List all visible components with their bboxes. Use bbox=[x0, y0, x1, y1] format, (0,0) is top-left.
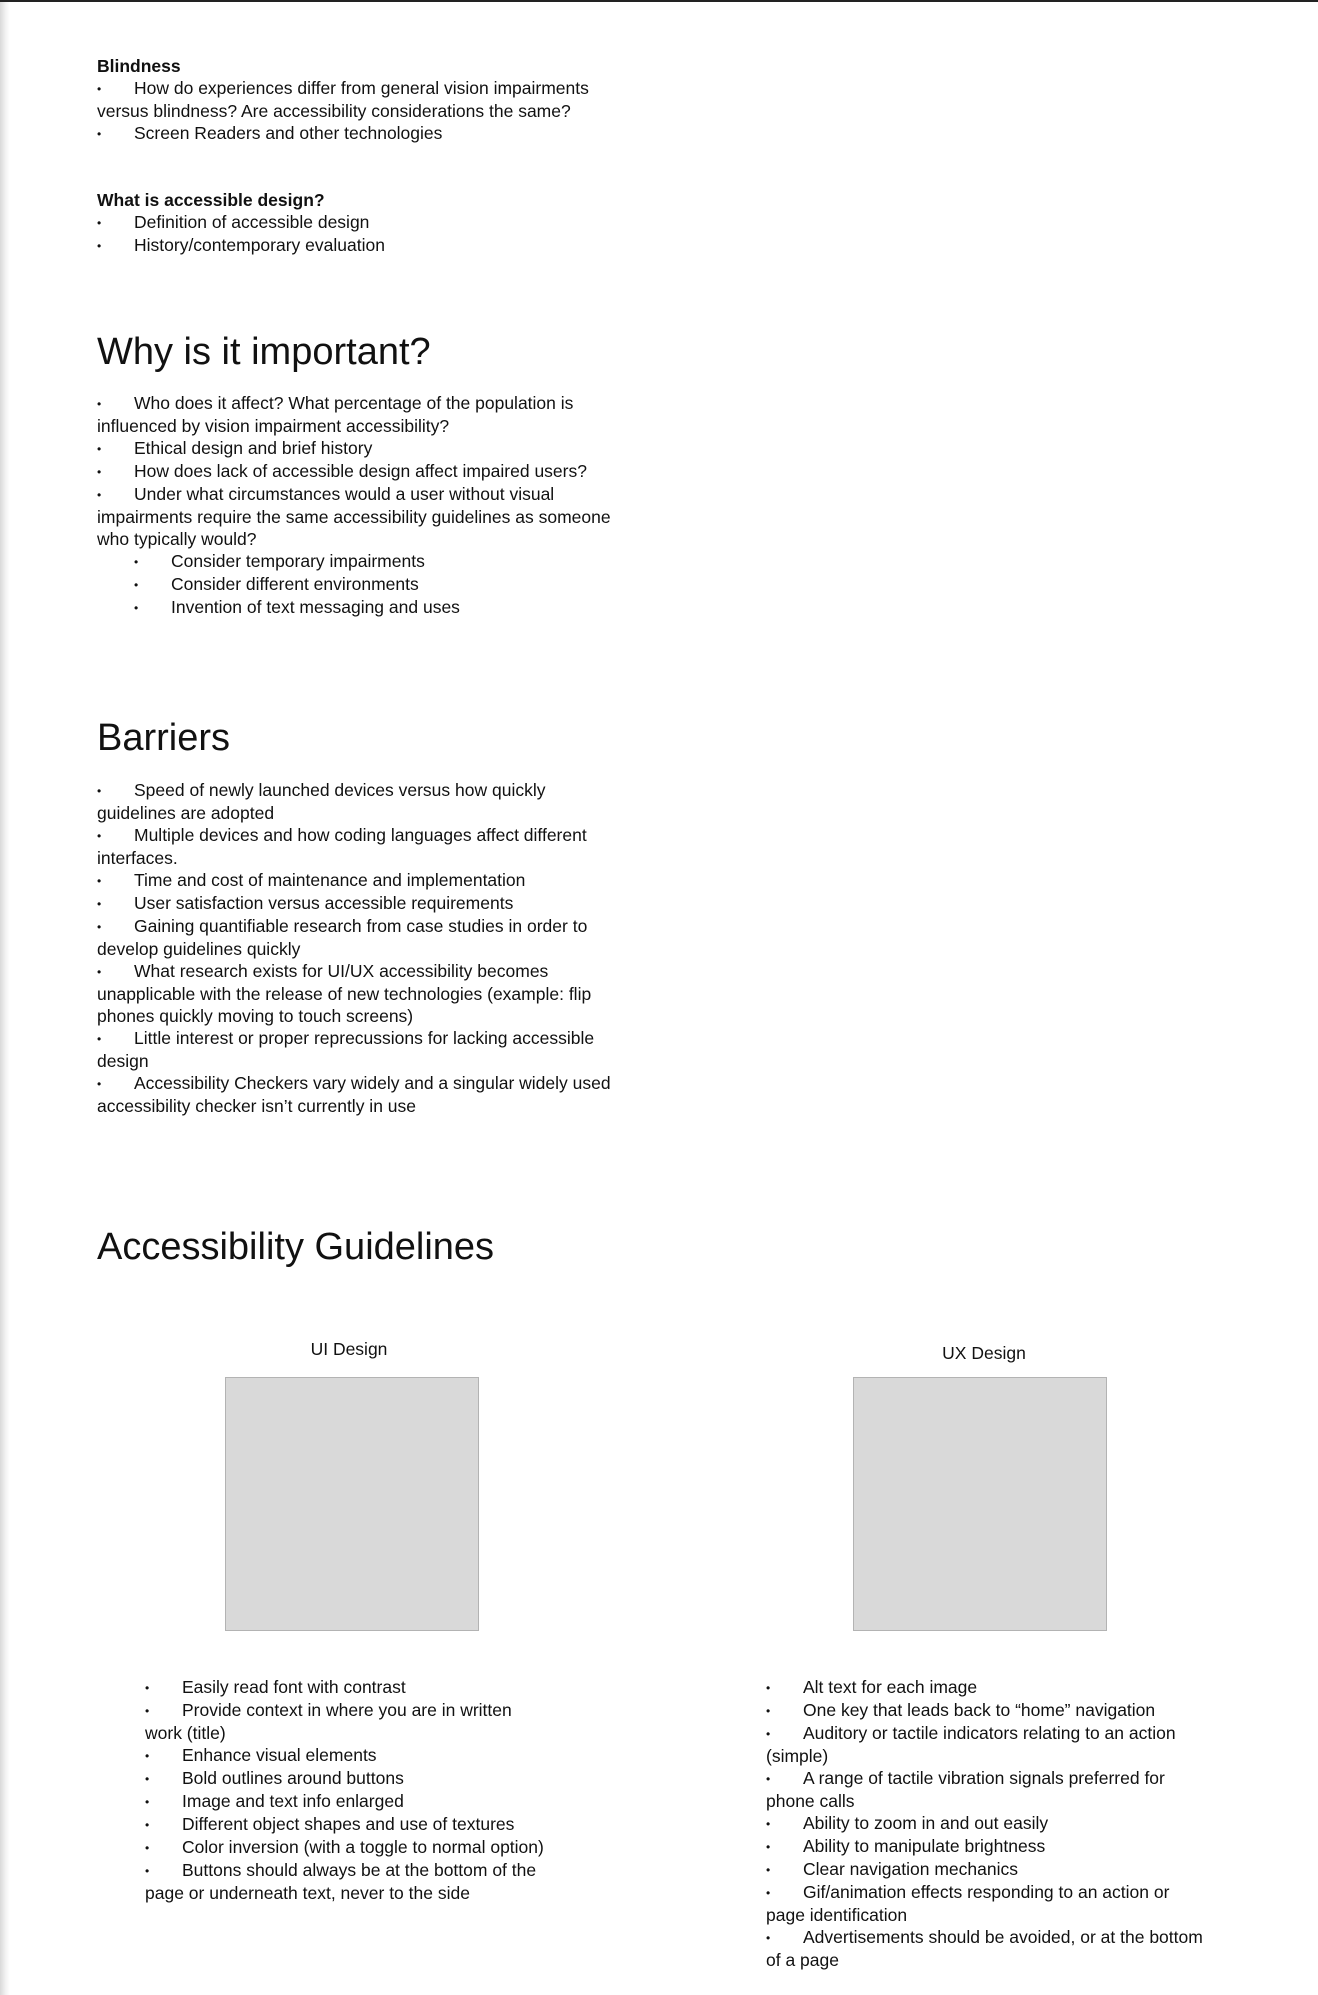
blindness-section bbox=[97, 55, 617, 145]
bullet-icon: • bbox=[97, 216, 102, 230]
barriers-section bbox=[97, 779, 617, 1117]
bullet-icon: • bbox=[766, 1681, 771, 1695]
bullet-icon: • bbox=[145, 1704, 150, 1718]
list-item bbox=[145, 1676, 545, 1699]
list-item bbox=[97, 392, 617, 437]
list-item bbox=[145, 1813, 545, 1836]
bullet-icon: • bbox=[145, 1864, 150, 1878]
list-item bbox=[134, 550, 617, 573]
list-item-text: Accessibility Checkers vary widely and a singular widely used accessibility checker isn’t currently in use bbox=[97, 1073, 611, 1116]
list-item-text: Definition of accessible design bbox=[134, 212, 370, 232]
list-item bbox=[97, 460, 617, 483]
list-item bbox=[97, 77, 617, 122]
list-item-text: Gaining quantifiable research from case studies in order to develop guidelines quickly bbox=[97, 916, 588, 959]
list-item bbox=[97, 1027, 617, 1072]
bullet-icon: • bbox=[766, 1817, 771, 1831]
list-item-text: Ability to manipulate brightness bbox=[803, 1836, 1046, 1856]
bullet-icon: • bbox=[134, 601, 139, 615]
bullet-icon: • bbox=[97, 920, 102, 934]
bullet-icon: • bbox=[97, 829, 102, 843]
bullet-icon: • bbox=[766, 1727, 771, 1741]
list-item-text: Speed of newly launched devices versus how quickly guidelines are adopted bbox=[97, 780, 546, 823]
bullet-icon: • bbox=[145, 1841, 150, 1855]
blindness-list bbox=[97, 77, 617, 145]
bullet-icon: • bbox=[97, 127, 102, 141]
list-item bbox=[134, 573, 617, 596]
list-item bbox=[97, 869, 617, 892]
bullet-icon: • bbox=[134, 578, 139, 592]
list-item bbox=[766, 1767, 1206, 1812]
list-item-text: A range of tactile vibration signals preferred for phone calls bbox=[766, 1768, 1165, 1811]
list-item-text: Time and cost of maintenance and implementation bbox=[134, 870, 526, 890]
list-item bbox=[766, 1858, 1206, 1881]
bullet-icon: • bbox=[766, 1704, 771, 1718]
list-item bbox=[97, 234, 617, 257]
list-item-text: Screen Readers and other technologies bbox=[134, 123, 443, 143]
list-item-text: Auditory or tactile indicators relating to an action (simple) bbox=[766, 1723, 1176, 1766]
list-item bbox=[97, 960, 617, 1027]
list-item bbox=[766, 1926, 1206, 1971]
bullet-icon: • bbox=[97, 784, 102, 798]
list-item bbox=[766, 1881, 1206, 1926]
list-item-text: Easily read font with contrast bbox=[182, 1677, 406, 1697]
ux-design-label: UX Design bbox=[942, 1343, 1026, 1363]
list-item bbox=[97, 122, 617, 145]
importance-section bbox=[97, 392, 617, 619]
list-item bbox=[97, 211, 617, 234]
list-item bbox=[145, 1744, 545, 1767]
bullet-icon: • bbox=[97, 897, 102, 911]
list-item bbox=[97, 1072, 617, 1117]
barriers-title: Barriers bbox=[97, 717, 231, 759]
bullet-icon: • bbox=[766, 1886, 771, 1900]
list-item bbox=[145, 1790, 545, 1813]
top-border bbox=[0, 0, 1318, 2]
accessible-design-section bbox=[97, 189, 617, 257]
list-item bbox=[766, 1812, 1206, 1835]
page-edge-shadow bbox=[0, 2, 10, 1995]
list-item bbox=[766, 1722, 1206, 1767]
list-item-text: Alt text for each image bbox=[803, 1677, 978, 1697]
list-item bbox=[145, 1836, 545, 1859]
importance-sublist bbox=[97, 550, 617, 619]
list-item bbox=[97, 824, 617, 869]
ui-design-image-placeholder bbox=[225, 1377, 479, 1631]
list-item-text: Multiple devices and how coding languages affect different interfaces. bbox=[97, 825, 587, 868]
list-item-text: Different object shapes and use of textures bbox=[182, 1814, 515, 1834]
list-item-text: Buttons should always be at the bottom of the page or underneath text, never to the side bbox=[145, 1860, 537, 1903]
bullet-icon: • bbox=[766, 1931, 771, 1945]
ux-design-image-placeholder bbox=[853, 1377, 1107, 1631]
bullet-icon: • bbox=[97, 465, 102, 479]
barriers-list bbox=[97, 779, 617, 1117]
list-item bbox=[97, 892, 617, 915]
list-item-text: Clear navigation mechanics bbox=[803, 1859, 1018, 1879]
list-item-text: Bold outlines around buttons bbox=[182, 1768, 404, 1788]
list-item bbox=[766, 1835, 1206, 1858]
list-item bbox=[766, 1699, 1206, 1722]
list-item-text: Gif/animation effects responding to an action or page identification bbox=[766, 1882, 1170, 1925]
list-item-text: How does lack of accessible design affect impaired users? bbox=[134, 461, 587, 481]
list-item bbox=[145, 1859, 545, 1904]
bullet-icon: • bbox=[97, 82, 102, 96]
bullet-icon: • bbox=[97, 874, 102, 888]
ui-guidelines-section bbox=[145, 1676, 545, 1904]
ui-design-label: UI Design bbox=[310, 1339, 388, 1359]
list-item-text: History/contemporary evaluation bbox=[134, 235, 385, 255]
list-item-text: Little interest or proper reprecussions for lacking accessible design bbox=[97, 1028, 595, 1071]
ui-guidelines-list bbox=[145, 1676, 545, 1904]
list-item-text: Consider different environments bbox=[171, 574, 419, 594]
bullet-icon: • bbox=[134, 555, 139, 569]
list-item bbox=[134, 596, 617, 619]
list-item bbox=[145, 1699, 545, 1744]
list-item bbox=[766, 1676, 1206, 1699]
bullet-icon: • bbox=[97, 239, 102, 253]
list-item-text: Who does it affect? What percentage of the population is influenced by vision impairment accessibility? bbox=[97, 393, 574, 436]
importance-title: Why is it important? bbox=[97, 331, 431, 373]
bullet-icon: • bbox=[145, 1749, 150, 1763]
list-item-text: Ethical design and brief history bbox=[134, 438, 373, 458]
bullet-icon: • bbox=[766, 1840, 771, 1854]
list-item-text: Enhance visual elements bbox=[182, 1745, 377, 1765]
importance-list bbox=[97, 392, 617, 550]
bullet-icon: • bbox=[97, 488, 102, 502]
list-item-text: Image and text info enlarged bbox=[182, 1791, 404, 1811]
bullet-icon: • bbox=[766, 1863, 771, 1877]
bullet-icon: • bbox=[145, 1818, 150, 1832]
list-item bbox=[97, 483, 617, 550]
list-item bbox=[145, 1767, 545, 1790]
bullet-icon: • bbox=[97, 397, 102, 411]
bullet-icon: • bbox=[97, 1077, 102, 1091]
bullet-icon: • bbox=[145, 1795, 150, 1809]
list-item-text: How do experiences differ from general vision impairments versus blindness? Are accessibility considerations the same? bbox=[97, 78, 589, 121]
bullet-icon: • bbox=[145, 1681, 150, 1695]
list-item-text: Color inversion (with a toggle to normal option) bbox=[182, 1837, 544, 1857]
list-item-text: Ability to zoom in and out easily bbox=[803, 1813, 1049, 1833]
bullet-icon: • bbox=[97, 965, 102, 979]
list-item-text: User satisfaction versus accessible requirements bbox=[134, 893, 514, 913]
bullet-icon: • bbox=[766, 1772, 771, 1786]
list-item bbox=[97, 915, 617, 960]
accessible-design-list bbox=[97, 211, 617, 257]
bullet-icon: • bbox=[145, 1772, 150, 1786]
accessible-design-heading: What is accessible design? bbox=[97, 190, 325, 210]
blindness-heading: Blindness bbox=[97, 56, 181, 76]
list-item-text: Provide context in where you are in written work (title) bbox=[145, 1700, 512, 1743]
list-item-text: One key that leads back to “home” navigation bbox=[803, 1700, 1156, 1720]
list-item-text: Invention of text messaging and uses bbox=[171, 597, 460, 617]
list-item-text: Under what circumstances would a user without visual impairments require the same accessibility guidelines as someone who typically would? bbox=[97, 484, 611, 549]
list-item bbox=[97, 437, 617, 460]
list-item-text: What research exists for UI/UX accessibility becomes unapplicable with the release of new technologies (example: flip phones quickly moving to touch screens) bbox=[97, 961, 592, 1026]
list-item-text: Advertisements should be avoided, or at the bottom of a page bbox=[766, 1927, 1203, 1970]
list-item-text: Consider temporary impairments bbox=[171, 551, 425, 571]
guidelines-title: Accessibility Guidelines bbox=[97, 1226, 495, 1268]
ux-guidelines-section bbox=[766, 1676, 1206, 1971]
bullet-icon: • bbox=[97, 1032, 102, 1046]
bullet-icon: • bbox=[97, 442, 102, 456]
list-item bbox=[97, 779, 617, 824]
ux-guidelines-list bbox=[766, 1676, 1206, 1971]
